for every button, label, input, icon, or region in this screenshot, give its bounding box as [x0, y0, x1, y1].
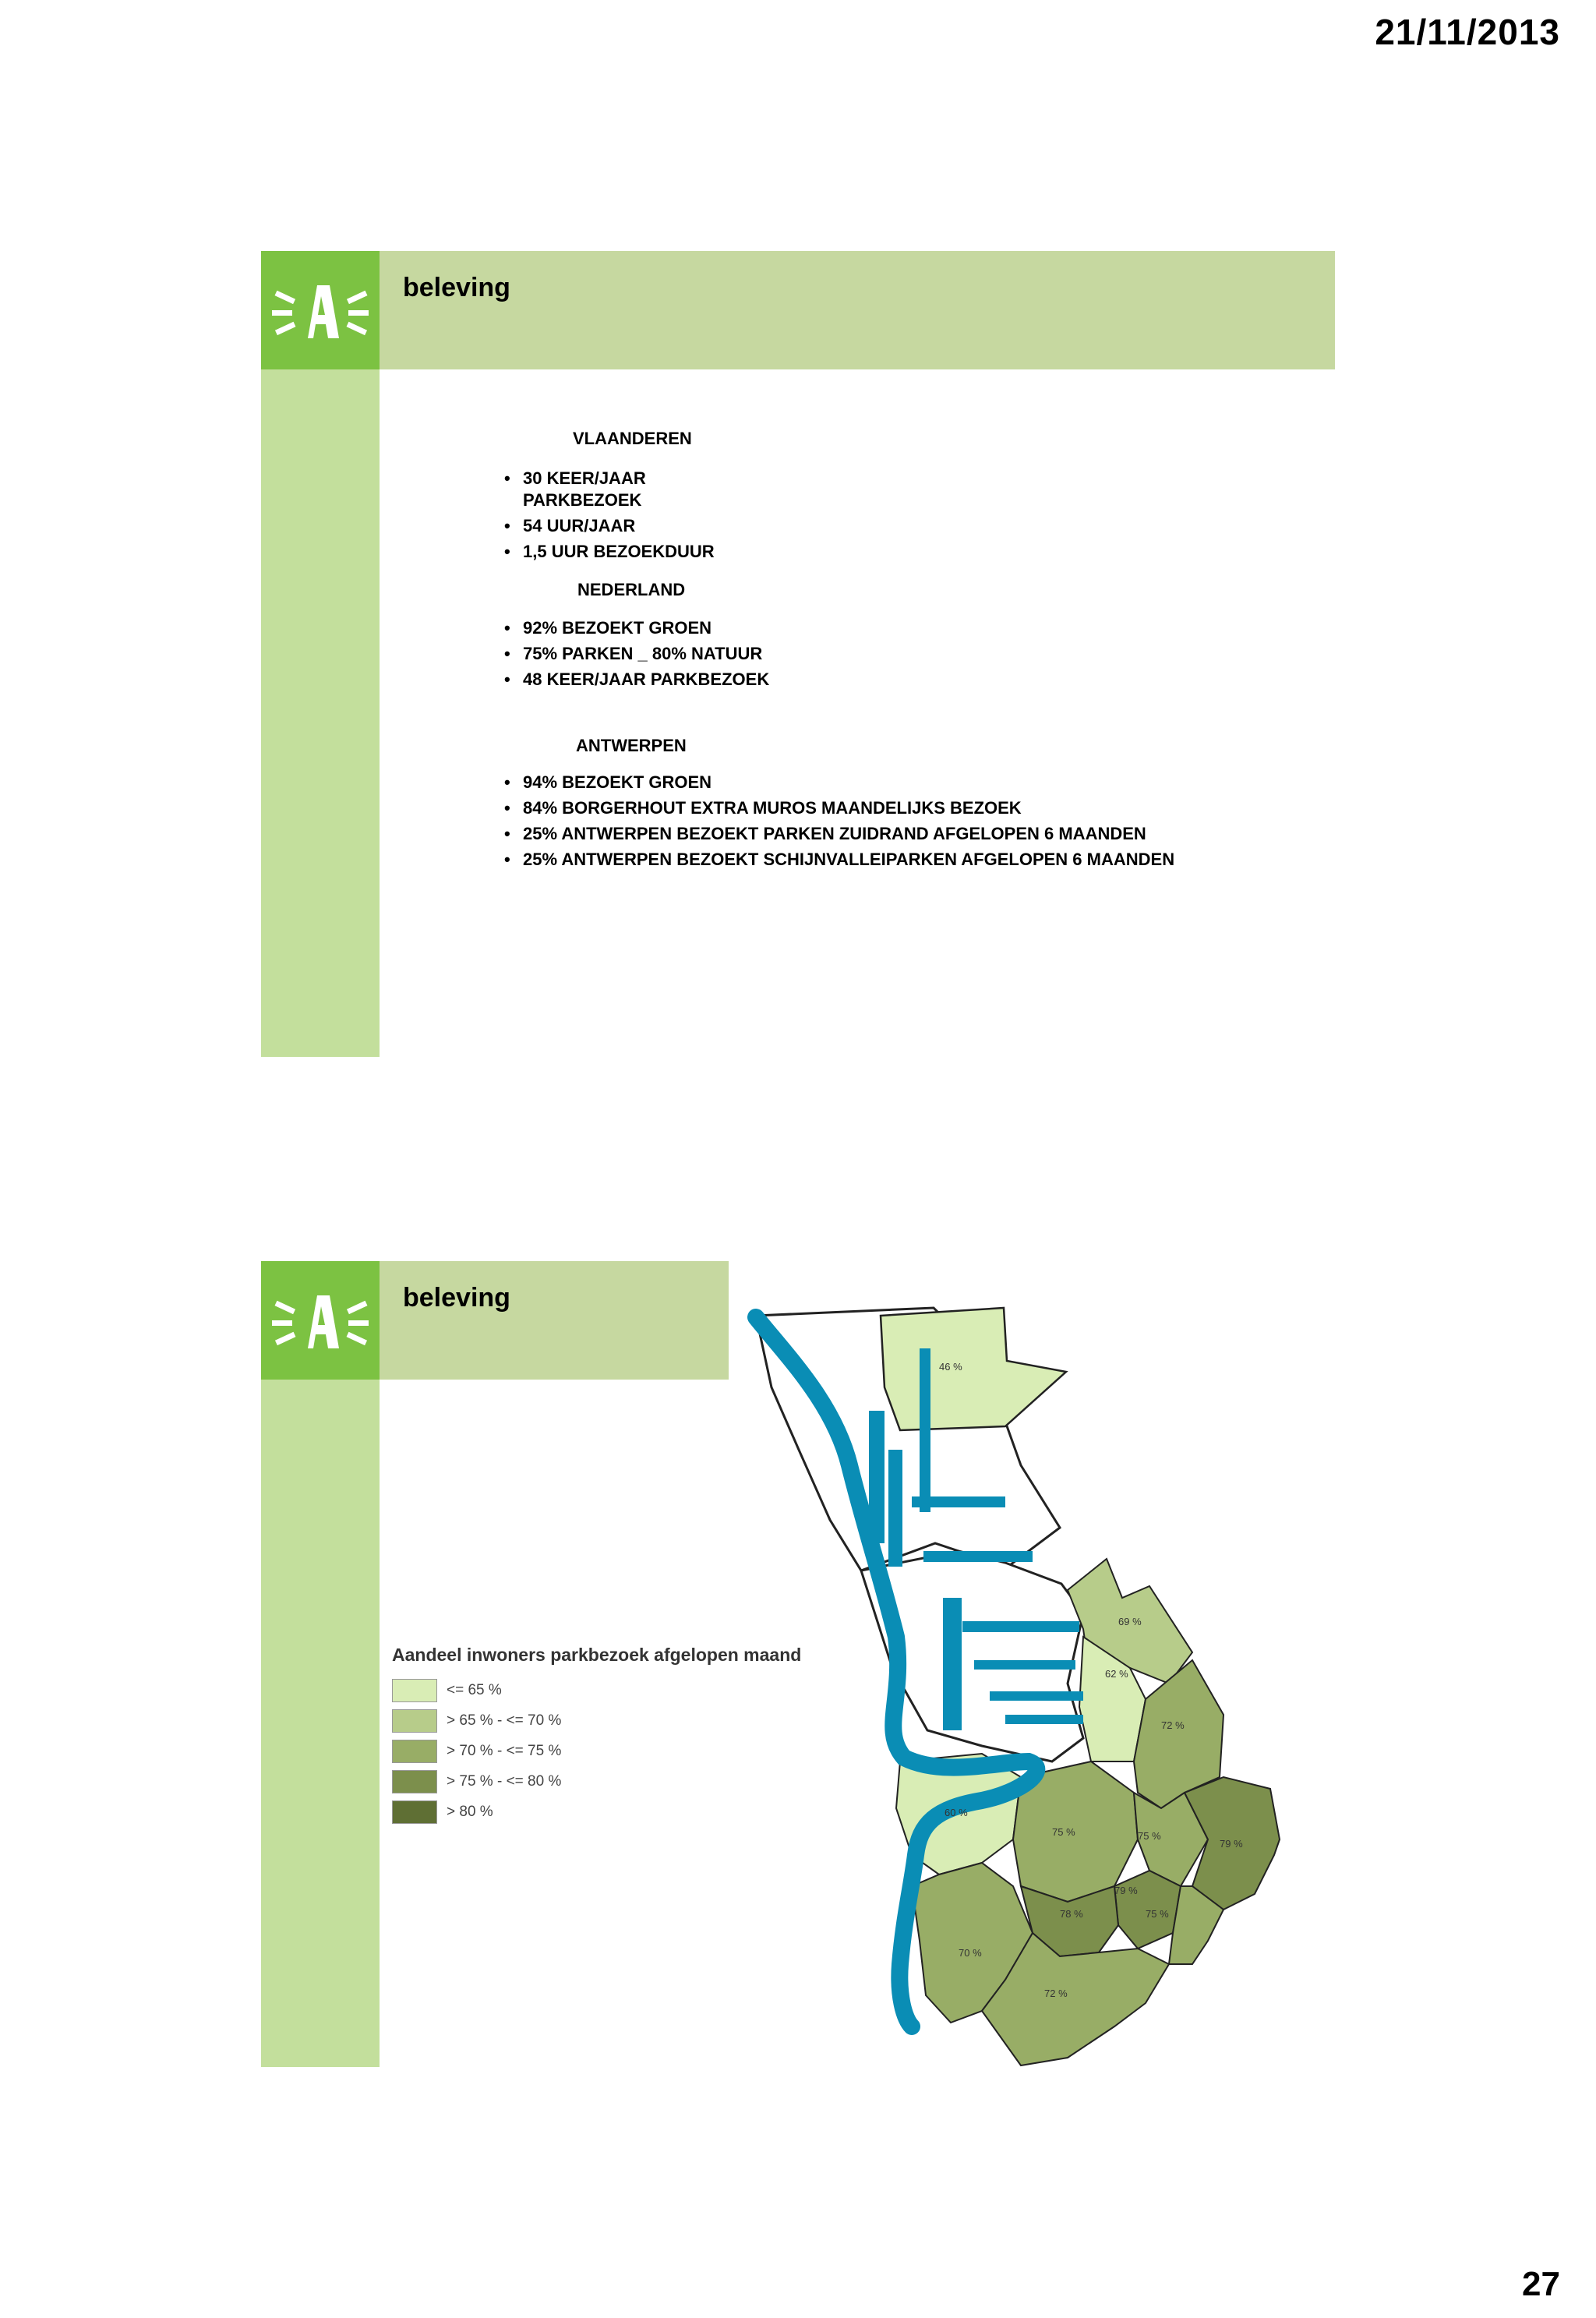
- map-district-46: [881, 1308, 1066, 1430]
- section-heading: NEDERLAND: [577, 580, 686, 599]
- list-item: • 84% BORGERHOUT EXTRA MUROS MAANDELIJKS BEZOEK: [503, 797, 1321, 819]
- section-heading: ANTWERPEN: [576, 736, 687, 755]
- legend-title: Aandeel inwoners parkbezoek afgelopen maand: [392, 1645, 802, 1665]
- map-label: 72 %: [1161, 1719, 1185, 1731]
- list-item: • 54 UUR/JAAR: [503, 515, 1321, 537]
- map-label: 75 %: [1138, 1830, 1161, 1842]
- header-bar: [380, 1261, 729, 1380]
- map-label: 72 %: [1044, 1988, 1068, 1999]
- legend-item: <= 65 %: [392, 1675, 828, 1705]
- slide-1-content: [503, 429, 1321, 875]
- slide-title: beleving: [403, 273, 510, 302]
- map-label: 69 %: [1118, 1616, 1142, 1627]
- list-item: • 1,5 UUR BEZOEKDUUR: [503, 541, 1321, 563]
- section-vlaanderen: [503, 429, 1321, 563]
- map-label: 46 %: [939, 1361, 962, 1373]
- list-item: • 25% ANTWERPEN BEZOEKT PARKEN ZUIDRAND AFGELOPEN 6 MAANDEN: [503, 823, 1321, 845]
- bullet-list: [503, 772, 1321, 871]
- legend-item: > 80 %: [392, 1797, 828, 1827]
- legend-swatch: [392, 1679, 437, 1702]
- map-label: 78 %: [1060, 1908, 1083, 1920]
- legend-item: > 75 % - <= 80 %: [392, 1766, 828, 1797]
- antwerp-a-logo-icon: [266, 1284, 375, 1356]
- section-nederland: [503, 580, 1321, 691]
- list-item: • 75% PARKEN _ 80% NATUUR: [503, 643, 1321, 665]
- legend-item: > 70 % - <= 75 %: [392, 1736, 828, 1766]
- list-item: • 92% BEZOEKT GROEN: [503, 617, 1321, 639]
- map-label: 79 %: [1220, 1838, 1243, 1850]
- section-antwerpen: [503, 736, 1321, 871]
- header-bar: [380, 251, 1335, 369]
- legend-item: > 65 % - <= 70 %: [392, 1705, 828, 1736]
- slide-title: beleving: [403, 1283, 510, 1313]
- side-bar: [261, 369, 380, 1057]
- legend-swatch: [392, 1709, 437, 1733]
- list-item: • 48 KEER/JAAR PARKBEZOEK: [503, 669, 1321, 691]
- antwerp-logo: [261, 251, 380, 369]
- legend-swatch: [392, 1770, 437, 1793]
- page-number: 27: [1522, 2265, 1560, 2303]
- legend-swatch: [392, 1740, 437, 1763]
- map-label: 75 %: [1146, 1908, 1169, 1920]
- section-heading: VLAANDEREN: [573, 429, 692, 448]
- bullet-list: [503, 617, 1321, 691]
- bullet-list: [503, 468, 1321, 563]
- list-item: • 25% ANTWERPEN BEZOEKT SCHIJNVALLEIPARKEN AFGELOPEN 6 MAANDEN: [503, 849, 1321, 871]
- legend-swatch: [392, 1800, 437, 1824]
- page-date: 21/11/2013: [1375, 12, 1560, 52]
- map-label: 60 %: [945, 1807, 968, 1818]
- antwerp-a-logo-icon: [266, 274, 375, 346]
- side-bar: [261, 1380, 380, 2067]
- map-label: 70 %: [959, 1947, 982, 1959]
- antwerp-logo: [261, 1261, 380, 1380]
- map-label: 79 %: [1114, 1885, 1138, 1896]
- map-label: 62 %: [1105, 1668, 1128, 1680]
- list-item: • 30 KEER/JAAR PARKBEZOEK: [503, 468, 1321, 511]
- map-legend: [392, 1645, 828, 1827]
- list-item: • 94% BEZOEKT GROEN: [503, 772, 1321, 793]
- map-label: 75 %: [1052, 1826, 1075, 1838]
